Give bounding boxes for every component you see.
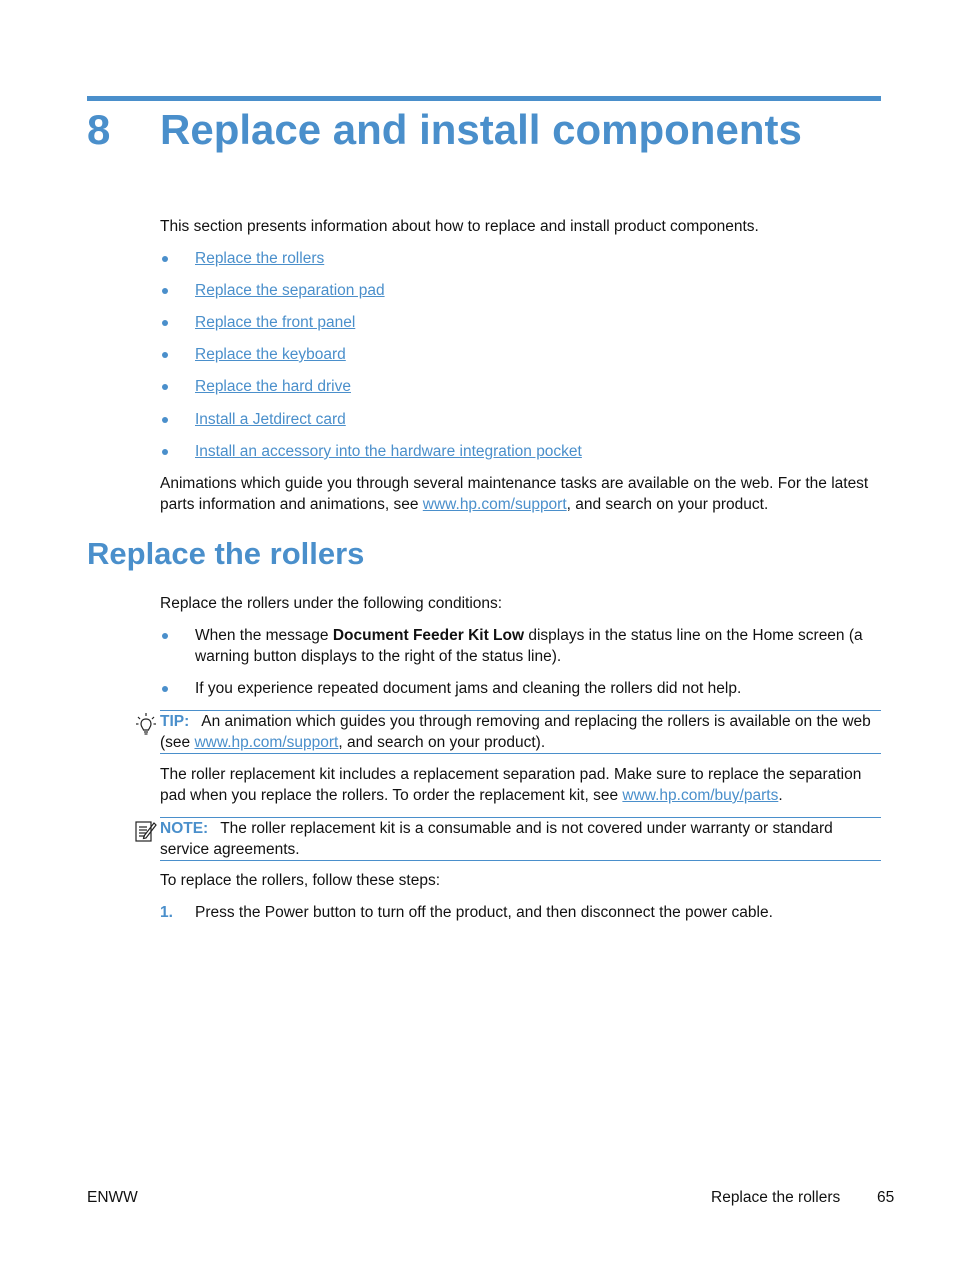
bullet-icon — [162, 449, 168, 455]
bullet-icon — [162, 633, 168, 639]
note-icon — [134, 819, 158, 843]
intro-text: This section presents information about how to replace and install product components. — [160, 218, 759, 235]
list-item — [160, 376, 882, 397]
list-item — [160, 280, 882, 301]
step-item — [160, 902, 882, 923]
message-name: Document Feeder Kit Low — [332, 627, 525, 644]
chapter-title: Replace and install components — [160, 106, 802, 153]
toc-link-keyboard[interactable]: Replace the keyboard — [195, 346, 346, 363]
page-number: 65 — [877, 1189, 895, 1206]
toc-link-separation-pad[interactable]: Replace the separation pad — [195, 282, 385, 299]
support-link[interactable]: www.hp.com/support — [422, 496, 567, 513]
bullet-icon — [162, 417, 168, 423]
toc-link-hard-drive[interactable]: Replace the hard drive — [195, 378, 351, 395]
steps-intro: To replace the rollers, follow these steps: — [160, 872, 440, 889]
list-item — [160, 344, 882, 365]
footer-section: Replace the rollers — [711, 1189, 841, 1206]
chapter-rule — [87, 96, 881, 101]
toc-link-hip[interactable]: Install an accessory into the hardware integration pocket — [195, 443, 582, 460]
note-callout: NOTE: The roller replacement kit is a consumable and is not covered under warranty or standard service agreements. — [160, 817, 881, 861]
conditions-intro: Replace the rollers under the following conditions: — [160, 595, 503, 612]
tip-label: TIP: — [160, 713, 190, 730]
section-title: Replace the rollers — [87, 536, 365, 571]
animations-paragraph: Animations which guide you through several maintenance tasks are available on the web. For the latest parts information and animations, see www.hp.com/support, and search on your product. — [160, 475, 869, 513]
tip-callout: TIP: An animation which guides you through removing and replacing the rollers is available on the web (see www.hp.com/support, and search on your product). — [160, 710, 881, 754]
list-item — [160, 678, 882, 699]
footer-left: ENWW — [87, 1189, 138, 1206]
lightbulb-icon — [135, 712, 157, 738]
list-item — [160, 441, 882, 462]
bullet-icon — [162, 320, 168, 326]
bullet-icon — [162, 352, 168, 358]
step-text: Press the Power button to turn off the product, and then disconnect the power cable. — [195, 904, 773, 921]
step-number: 1. — [160, 904, 173, 921]
list-item — [160, 409, 882, 430]
list-item — [160, 248, 882, 269]
parts-link[interactable]: www.hp.com/buy/parts — [622, 787, 779, 804]
chapter-number: 8 — [87, 106, 111, 153]
bullet-icon — [162, 384, 168, 390]
condition-text: If you experience repeated document jams and cleaning the rollers did not help. — [195, 680, 742, 697]
note-label: NOTE: — [160, 820, 209, 837]
bullet-icon — [162, 686, 168, 692]
list-item — [160, 312, 882, 333]
condition-text: When the message Document Feeder Kit Low displays in the status line on the Home screen (a warning button displays to the right of the status line). — [195, 627, 863, 665]
kit-paragraph: The roller replacement kit includes a replacement separation pad. Make sure to replace the separation pad when you replace the rollers. To order the replacement kit, see www.hp.com/buy/parts. — [160, 766, 862, 804]
toc-link-replace-rollers[interactable]: Replace the rollers — [195, 250, 325, 267]
support-link[interactable]: www.hp.com/support — [194, 734, 339, 751]
toc-link-front-panel[interactable]: Replace the front panel — [195, 314, 356, 331]
list-item — [160, 625, 882, 667]
toc-link-jetdirect[interactable]: Install a Jetdirect card — [195, 411, 346, 428]
bullet-icon — [162, 256, 168, 262]
bullet-icon — [162, 288, 168, 294]
